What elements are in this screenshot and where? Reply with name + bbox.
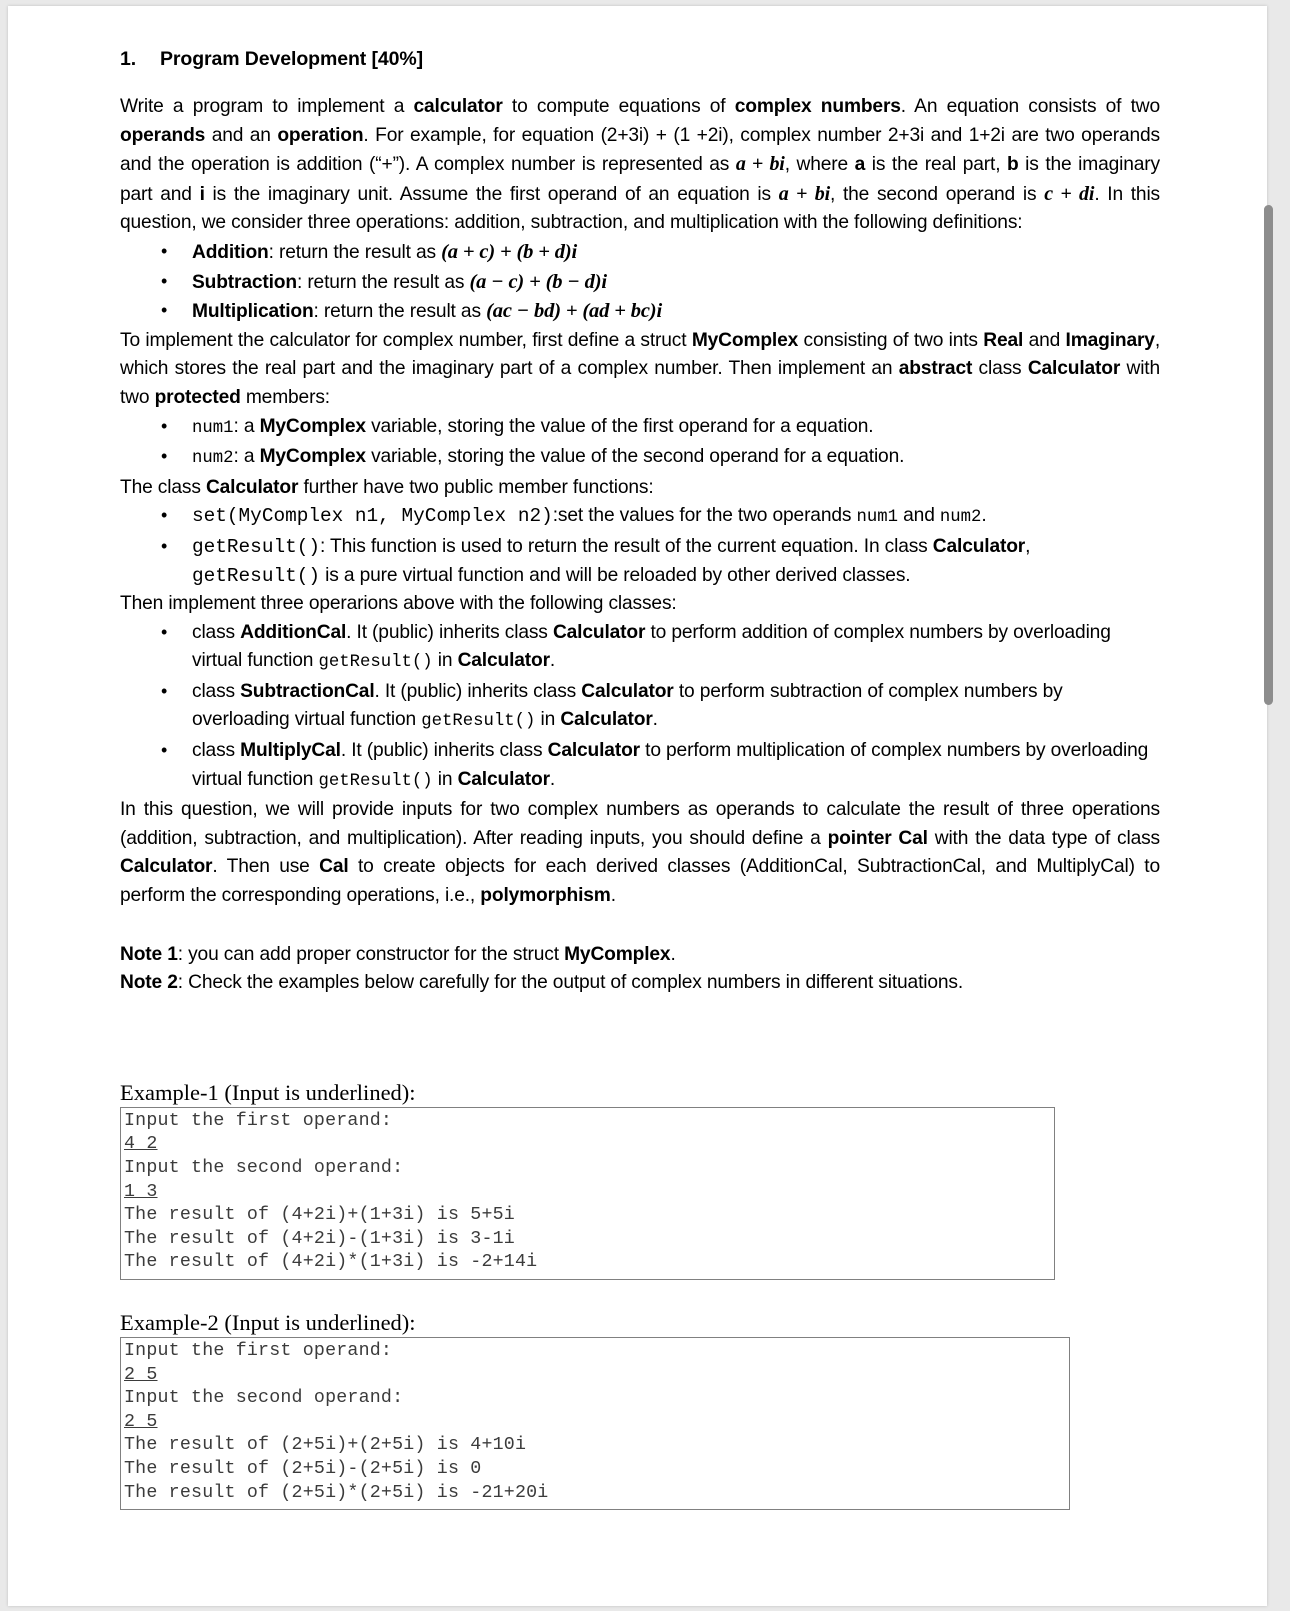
intro-bold-b: b: [1007, 154, 1019, 176]
additioncal-suffix: .: [549, 650, 556, 672]
console-line: Input the second operand:: [124, 1158, 404, 1178]
intro-seg-5: . For example, for equation (2+3i) + (1 +2i), complex number 2+3i and 1+2i are two operands and the operation is addition (“+”). A complex number is represented as: [120, 124, 1160, 176]
intro-math-a-plus-bi-1: a + bi: [735, 153, 785, 176]
console-line: The result of (2+5i)-(2+5i) is 0: [124, 1458, 482, 1479]
intro-math-c-plus-di: c + di: [1044, 182, 1095, 205]
public-intro-seg-2: further have two public member functions:: [298, 476, 654, 498]
public-intro-seg-1: The class: [120, 476, 206, 498]
code-set-signature: set(MyComplex n1, MyComplex n2): [192, 505, 553, 528]
vertical-scrollbar-thumb[interactable]: [1264, 205, 1273, 705]
multiplycal-name: MultiplyCal: [240, 740, 341, 762]
spacer-between-examples: [120, 1280, 1160, 1310]
multiplycal-code-getresult: getResult(): [318, 771, 433, 791]
closing-bold-pointer-cal: pointer Cal: [827, 827, 928, 849]
multiplycal-base: Calculator: [547, 740, 640, 762]
list-item-addition: [120, 238, 1160, 268]
subtractioncal-mid-3: in: [535, 709, 561, 731]
list-item-num2: [120, 443, 1160, 474]
note-1: [120, 941, 1160, 970]
vertical-scrollbar-track[interactable]: [1268, 0, 1282, 1611]
struct-bold-abstract: abstract: [898, 358, 973, 380]
intro-seg-7: is the real part,: [865, 154, 1007, 176]
intro-bold-operands: operands: [120, 124, 206, 146]
struct-seg-4: , which stores the real part and the imaginary part of a complex number. Then implement an: [120, 329, 1160, 380]
intro-seg-9: is the imaginary unit. Assume the first operand of an equation is: [204, 183, 779, 205]
intro-bold-calculator: calculator: [413, 96, 503, 117]
num1-seg-1: : a: [233, 415, 260, 437]
document-page: [8, 6, 1267, 1606]
subtractioncal-mid-1: . It (public) inherits class: [374, 680, 582, 702]
struct-seg-7: members:: [240, 386, 330, 408]
get-bold-calculator: Calculator: [932, 535, 1026, 557]
closing-seg-1: In this question, we will provide inputs for two complex numbers as operands to calculate the result of three operations (addition, subtraction, and multiplication). After reading inputs, you should define a: [120, 799, 1160, 849]
example-1-block: [120, 1080, 1160, 1280]
intro-bold-a: a: [854, 154, 866, 176]
list-item-multiplication: [120, 297, 1160, 327]
closing-bold-cal: Cal: [319, 856, 349, 878]
intro-paragraph: [120, 93, 1160, 238]
get-text-2: ,: [1025, 535, 1031, 557]
intro-math-a-plus-bi-2: a + bi: [778, 182, 831, 205]
public-members-intro: [120, 474, 1160, 503]
additioncal-name: AdditionCal: [240, 621, 347, 643]
console-line: Input the first operand:: [124, 1340, 393, 1361]
additioncal-base: Calculator: [552, 621, 646, 643]
closing-seg-4: to create objects for each derived classes (AdditionCal, SubtractionCal, and MultiplyCal) to perform the corresponding operations, i.e.,: [120, 856, 1160, 907]
struct-seg-6: with two: [120, 358, 1161, 408]
num2-seg-1: : a: [233, 446, 260, 468]
num1-seg-2: variable, storing the value of the first operand for a equation.: [365, 415, 874, 437]
note-1-label: Note 1: [120, 943, 178, 965]
subtractioncal-code-getresult: getResult(): [421, 712, 536, 732]
intro-seg-2: to compute equations of: [502, 96, 735, 117]
console-line-input: 4 2: [124, 1134, 158, 1155]
console-line: Input the first operand:: [124, 1110, 393, 1131]
list-item-multiplycal: [120, 737, 1160, 796]
intro-seg-1: Write a program to implement a: [120, 96, 414, 117]
derived-classes-list: [120, 619, 1160, 797]
multiplycal-suffix: .: [549, 768, 556, 790]
subtractioncal-suffix: .: [652, 709, 658, 731]
closing-seg-3: . Then use: [212, 856, 320, 878]
subtractioncal-base: Calculator: [581, 680, 674, 702]
op-name-addition: Addition: [192, 241, 269, 263]
list-item-set-function: [120, 502, 1160, 533]
num2-bold-mycomplex: MyComplex: [259, 446, 366, 468]
heading-text: Program Development [40%]: [160, 48, 423, 70]
note-1-seg-2: .: [670, 943, 676, 965]
note-2: [120, 969, 1160, 998]
list-item-num1: [120, 413, 1160, 444]
subtractioncal-prefix: class: [192, 680, 241, 702]
console-line-input: 2 5: [124, 1411, 158, 1432]
additioncal-mid-3: in: [432, 650, 458, 672]
public-members-list: [120, 502, 1160, 590]
set-text-2: and: [897, 505, 940, 527]
num1-bold-mycomplex: MyComplex: [259, 415, 366, 437]
list-item-getresult-function: [120, 533, 1160, 590]
intro-seg-11: . In this question, we consider three operations: addition, subtraction, and multiplication with the following definitions:: [120, 183, 1160, 234]
multiplycal-mid-2: to perform multiplication of complex numbers by overloading virtual function: [192, 740, 1149, 790]
example-2-block: [120, 1310, 1160, 1510]
closing-seg-5: .: [610, 885, 616, 907]
console-line: Input the second operand:: [124, 1388, 404, 1409]
closing-bold-polymorphism: polymorphism: [480, 885, 611, 907]
struct-bold-real: Real: [983, 329, 1024, 351]
console-line-input: 2 5: [124, 1364, 158, 1385]
list-item-additioncal: [120, 619, 1160, 678]
multiplycal-mid-3: in: [432, 768, 458, 790]
note-1-bold-mycomplex: MyComplex: [564, 943, 671, 965]
code-num1: num1: [192, 418, 234, 438]
operation-definition-list: [120, 238, 1160, 327]
console-line-input: 1 3: [124, 1181, 158, 1202]
note-1-seg-1: : you can add proper constructor for the struct: [177, 943, 565, 965]
closing-bold-calculator: Calculator: [120, 856, 213, 878]
spacer-before-examples-2: [120, 1050, 1160, 1080]
additioncal-code-getresult: getResult(): [318, 653, 433, 673]
public-intro-bold-calculator: Calculator: [205, 476, 299, 498]
subtractioncal-name: SubtractionCal: [240, 680, 375, 702]
intro-bold-operation: operation: [277, 124, 364, 146]
num2-seg-2: variable, storing the value of the second operand for a equation.: [365, 446, 905, 468]
note-2-seg-1: : Check the examples below carefully for the output of complex numbers in different situations.: [177, 972, 964, 994]
subtractioncal-base-2: Calculator: [560, 709, 653, 731]
additioncal-mid-2: to perform addition of complex numbers by overloading virtual function: [192, 621, 1111, 672]
example-1-title: Example-1 (Input is underlined):: [120, 1079, 416, 1105]
example-2-console-output: [120, 1337, 1070, 1510]
note-2-label: Note 2: [120, 972, 178, 994]
document-content: [120, 48, 1160, 1510]
spacer-before-notes: [120, 911, 1160, 941]
intro-seg-10: , the second operand is: [830, 183, 1045, 205]
intro-seg-8: is the imaginary part and: [120, 154, 1160, 205]
op-name-subtraction: Subtraction: [192, 271, 297, 293]
derived-classes-intro: Then implement three operarions above with the following classes:: [120, 593, 677, 615]
struct-bold-imaginary: Imaginary: [1065, 329, 1155, 351]
struct-bold-mycomplex: MyComplex: [691, 329, 799, 351]
closing-seg-2: with the data type of class: [927, 827, 1160, 849]
intro-seg-3: . An equation consists of two: [900, 96, 1161, 117]
console-line: The result of (2+5i)*(2+5i) is -21+20i: [124, 1482, 549, 1503]
multiplycal-base-2: Calculator: [457, 768, 550, 790]
op-formula-addition: (a + c) + (b + d)i: [441, 240, 578, 263]
set-text-1: :set the values for the two operands: [552, 505, 857, 527]
struct-bold-calculator: Calculator: [1027, 358, 1121, 380]
code-num2: num2: [192, 449, 234, 469]
heading-number: 1.: [120, 48, 137, 70]
struct-bold-protected: protected: [154, 386, 241, 408]
op-text-subtraction: : return the result as: [296, 271, 470, 293]
code-getresult-signature: getResult(): [192, 535, 320, 558]
code-set-num1: num1: [856, 508, 898, 528]
list-item-subtraction: [120, 268, 1160, 298]
set-text-3: .: [981, 505, 987, 527]
multiplycal-prefix: class: [192, 740, 241, 762]
get-text-3: is a pure virtual function and will be reloaded by other derived classes.: [320, 564, 911, 586]
multiplycal-mid-1: . It (public) inherits class: [340, 740, 548, 762]
code-getresult-signature-2: getResult(): [192, 564, 320, 587]
closing-paragraph: [120, 796, 1160, 910]
console-line: The result of (4+2i)+(1+3i) is 5+5i: [124, 1205, 515, 1226]
code-set-num2: num2: [939, 508, 982, 528]
console-line: The result of (4+2i)*(1+3i) is -2+14i: [124, 1252, 538, 1273]
struct-seg-3: and: [1023, 329, 1066, 351]
struct-seg-5: class: [972, 358, 1028, 380]
op-formula-subtraction: (a − c) + (b − d)i: [469, 270, 607, 293]
page-title: [120, 48, 1160, 71]
op-text-addition: : return the result as: [268, 241, 442, 263]
example-1-console-output: [120, 1107, 1055, 1280]
intro-seg-4: and an: [205, 124, 278, 146]
example-2-title: Example-2 (Input is underlined):: [120, 1309, 416, 1335]
struct-paragraph: [120, 327, 1160, 413]
get-text-1: : This function is used to return the result of the current equation. In class: [320, 535, 933, 557]
intro-bold-i: i: [199, 183, 205, 205]
struct-seg-2: consisting of two ints: [798, 329, 984, 351]
intro-seg-6: , where: [784, 154, 855, 176]
intro-bold-complex-numbers: complex numbers: [734, 96, 901, 117]
subtractioncal-mid-2: to perform subtraction of complex numbers by overloading virtual function: [192, 680, 1063, 731]
additioncal-mid-1: . It (public) inherits class: [346, 621, 553, 643]
op-name-multiplication: Multiplication: [192, 301, 314, 323]
additioncal-base-2: Calculator: [457, 650, 550, 672]
struct-seg-1: To implement the calculator for complex number, first define a struct: [120, 329, 692, 351]
console-line: The result of (2+5i)+(2+5i) is 4+10i: [124, 1435, 527, 1456]
op-text-multiplication: : return the result as: [313, 301, 487, 323]
spacer-before-examples: [120, 998, 1160, 1050]
op-formula-multiplication: (ac − bd) + (ad + bc)i: [486, 300, 663, 323]
protected-members-list: [120, 413, 1160, 474]
list-item-subtractioncal: [120, 678, 1160, 737]
additioncal-prefix: class: [192, 621, 241, 643]
console-line: The result of (4+2i)-(1+3i) is 3-1i: [124, 1228, 515, 1249]
